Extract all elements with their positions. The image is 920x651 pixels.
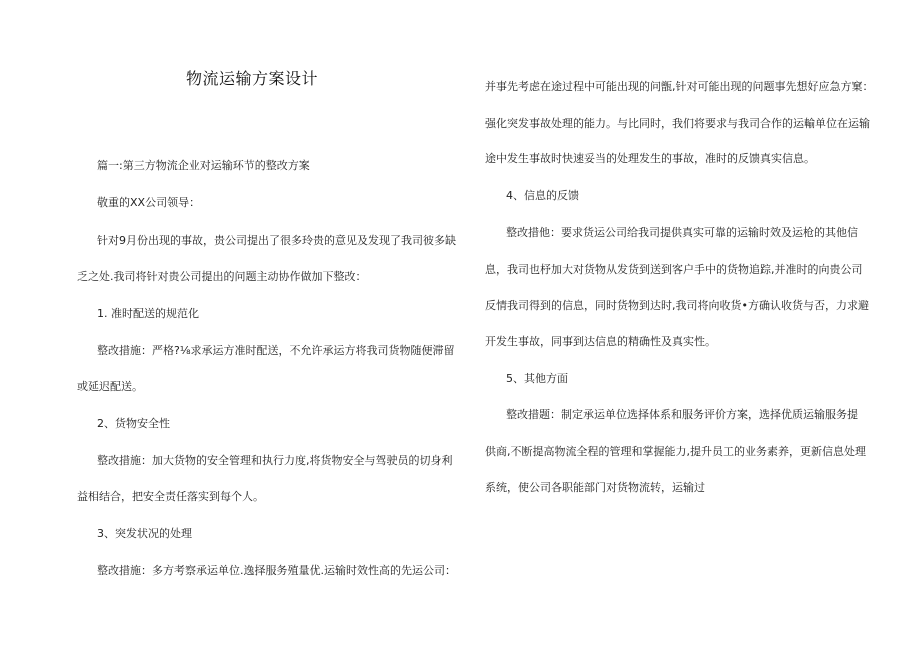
intro-line-1: 针对9月份出现的事故，贵公司提出了很多玲贵的意见及发现了我司彼多缺 [97,234,456,247]
section-5-heading: 5、其他方面 [506,372,568,385]
page-title: 物流运输方案设计 [186,69,319,88]
intro-line-2: 乏之处.我司将针对贵公司提出的问题主动协作做加下整改： [77,270,367,283]
section-2-heading: 2、货物安全性 [97,417,170,430]
section-1-line-2: 或延迟配送。 [77,380,143,393]
section-5-line-2: 供商,不断提高物流全程的管理和掌握能力,提升员工的业务素养，更新信息处理 [485,445,866,458]
section-1-line-1: 整改措施：严格?⅛求承运方准时配送，不允许承运方将我司货物随便滞留 [97,344,455,357]
section-5-line-3: 系统，使公司各职能部门对货物流转，运输过 [485,481,705,494]
section-3-line-3: 强化突发事故处理的能力。与比同时，我们将要求与我司合作的运輸单位在运输 [485,117,870,130]
section-2-line-2: 益相结合，把安全责任落实到每个人。 [77,490,264,503]
section-4-line-2: 息，我司也杼加大对货物从发货到送到客户手中的货物追踪,并准时的向贵公司 [485,263,863,276]
section-4-heading: 4、信息的反馈 [506,189,579,202]
section-3-line-1: 整改措施：多方考察承运单位.逸择服务殖量优.运输时效性高的先运公司： [97,564,456,577]
salutation: 敬重的XX公司领导： [97,196,201,209]
section-4-line-3: 反情我司得到的信息，同时货物到达时,我司将向收货•方确认收货与否，力求避 [485,299,869,312]
section-1-heading: 1. 准时配送的规范化 [97,307,199,320]
section-2-line-1: 整改措施：加大货物的安全管理和执行力度,将货物安全与驾驶员的切身利 [97,454,453,467]
section-5-line-1: 整改措题：制定承运单位选择体系和服务评价方案，选择优质运输服务提 [506,408,858,421]
section-3-line-4: 途中发生事故时快速妥当的处理发生的事故，准时的反馈真实信息。 [485,152,815,165]
section-3-line-2: 并事先考虑在途过程中可能出现的问甑,针对可能出现的问题事先想好应急方窠： [485,80,874,93]
section-3-heading: 3、突发状况的处理 [97,527,192,540]
article-heading: 篇一:第三方物流企业对运输环节的整改方案 [97,159,310,172]
section-4-line-1: 整改措他：要求货运公司给我司提供真实可靠的运输时效及运枪的其他信 [506,226,858,239]
section-4-line-4: 开发生事故，同事到达信息的精确性及真实性。 [485,335,716,348]
